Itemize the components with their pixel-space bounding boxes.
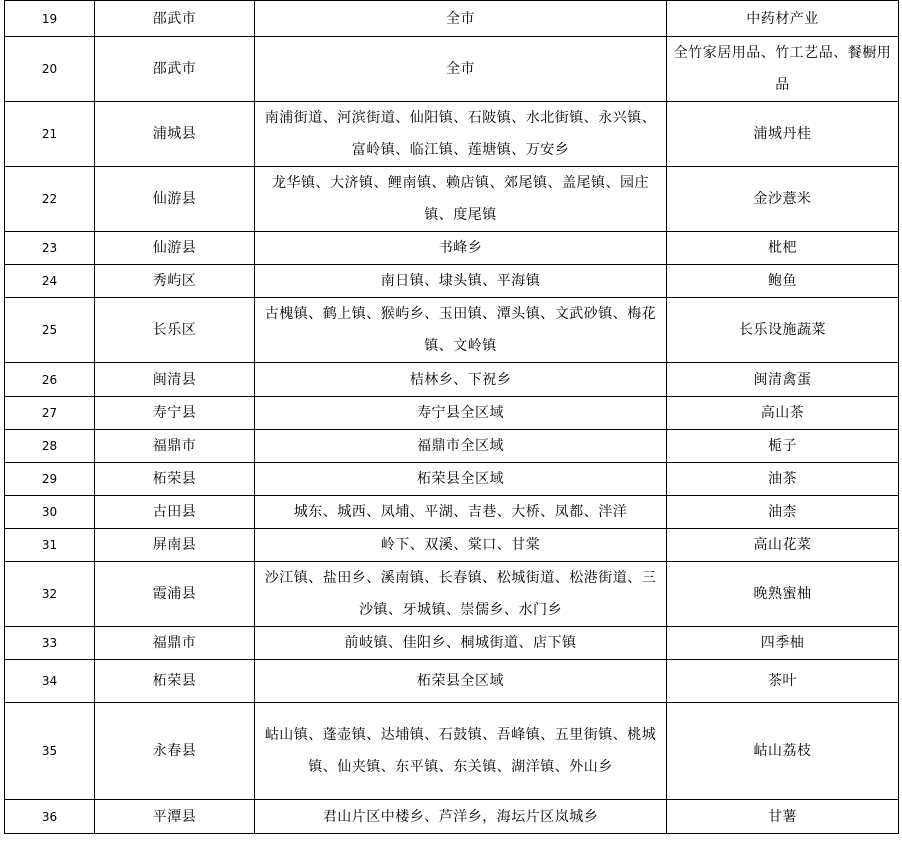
cell-county: 仙游县 bbox=[95, 232, 255, 265]
cell-no: 27 bbox=[5, 397, 95, 430]
cell-industry: 金沙薏米 bbox=[667, 167, 899, 232]
cell-industry: 中药材产业 bbox=[667, 1, 899, 37]
cell-county: 寿宁县 bbox=[95, 397, 255, 430]
cell-no: 36 bbox=[5, 800, 95, 834]
table-row bbox=[5, 1, 899, 37]
table-row bbox=[5, 102, 899, 167]
cell-county: 柘荣县 bbox=[95, 660, 255, 703]
cell-county: 福鼎市 bbox=[95, 430, 255, 463]
cell-industry: 全竹家居用品、竹工艺品、餐橱用品 bbox=[667, 37, 899, 102]
cell-area: 城东、城西、凤埔、平湖、吉巷、大桥、凤都、泮洋 bbox=[255, 496, 667, 529]
table-row bbox=[5, 298, 899, 363]
cell-area: 全市 bbox=[255, 37, 667, 102]
cell-no: 28 bbox=[5, 430, 95, 463]
cell-industry: 四季柚 bbox=[667, 627, 899, 660]
table-row bbox=[5, 496, 899, 529]
cell-industry: 油柰 bbox=[667, 496, 899, 529]
cell-no: 23 bbox=[5, 232, 95, 265]
table-row bbox=[5, 463, 899, 496]
cell-area: 南日镇、埭头镇、平海镇 bbox=[255, 265, 667, 298]
cell-no: 20 bbox=[5, 37, 95, 102]
cell-industry: 油茶 bbox=[667, 463, 899, 496]
cell-no: 33 bbox=[5, 627, 95, 660]
table-body bbox=[5, 1, 899, 834]
table-row bbox=[5, 37, 899, 102]
cell-county: 仙游县 bbox=[95, 167, 255, 232]
cell-area: 福鼎市全区域 bbox=[255, 430, 667, 463]
cell-no: 26 bbox=[5, 363, 95, 397]
cell-area: 书峰乡 bbox=[255, 232, 667, 265]
table-row bbox=[5, 660, 899, 703]
cell-county: 古田县 bbox=[95, 496, 255, 529]
cell-county: 浦城县 bbox=[95, 102, 255, 167]
cell-no: 31 bbox=[5, 529, 95, 562]
cell-industry: 高山茶 bbox=[667, 397, 899, 430]
table-row bbox=[5, 265, 899, 298]
cell-no: 32 bbox=[5, 562, 95, 627]
cell-county: 福鼎市 bbox=[95, 627, 255, 660]
cell-area: 君山片区中楼乡、芦洋乡，海坛片区岚城乡 bbox=[255, 800, 667, 834]
cell-industry: 岵山荔枝 bbox=[667, 703, 899, 800]
cell-area: 岵山镇、蓬壶镇、达埔镇、石鼓镇、吾峰镇、五里街镇、桃城镇、仙夹镇、东平镇、东关镇、湖洋镇、外山乡 bbox=[255, 703, 667, 800]
cell-industry: 浦城丹桂 bbox=[667, 102, 899, 167]
cell-area: 桔林乡、下祝乡 bbox=[255, 363, 667, 397]
table-row bbox=[5, 800, 899, 834]
cell-area: 沙江镇、盐田乡、溪南镇、长春镇、松城街道、松港街道、三沙镇、牙城镇、崇儒乡、水门乡 bbox=[255, 562, 667, 627]
cell-county: 邵武市 bbox=[95, 37, 255, 102]
cell-county: 邵武市 bbox=[95, 1, 255, 37]
table-row bbox=[5, 627, 899, 660]
cell-area: 南浦街道、河滨街道、仙阳镇、石陂镇、水北街镇、永兴镇、富岭镇、临江镇、莲塘镇、万安乡 bbox=[255, 102, 667, 167]
cell-county: 柘荣县 bbox=[95, 463, 255, 496]
cell-no: 22 bbox=[5, 167, 95, 232]
cell-no: 19 bbox=[5, 1, 95, 37]
cell-county: 长乐区 bbox=[95, 298, 255, 363]
table-row bbox=[5, 562, 899, 627]
cell-industry: 鲍鱼 bbox=[667, 265, 899, 298]
cell-county: 永春县 bbox=[95, 703, 255, 800]
cell-area: 全市 bbox=[255, 1, 667, 37]
cell-industry: 晚熟蜜柚 bbox=[667, 562, 899, 627]
cell-no: 25 bbox=[5, 298, 95, 363]
table-row bbox=[5, 363, 899, 397]
cell-industry: 栀子 bbox=[667, 430, 899, 463]
table-row bbox=[5, 430, 899, 463]
table-row bbox=[5, 397, 899, 430]
cell-industry: 茶叶 bbox=[667, 660, 899, 703]
cell-no: 21 bbox=[5, 102, 95, 167]
cell-area: 柘荣县全区域 bbox=[255, 660, 667, 703]
cell-no: 34 bbox=[5, 660, 95, 703]
cell-no: 35 bbox=[5, 703, 95, 800]
table-row bbox=[5, 167, 899, 232]
cell-county: 平潭县 bbox=[95, 800, 255, 834]
cell-industry: 长乐设施蔬菜 bbox=[667, 298, 899, 363]
cell-no: 29 bbox=[5, 463, 95, 496]
cell-no: 24 bbox=[5, 265, 95, 298]
cell-county: 霞浦县 bbox=[95, 562, 255, 627]
cell-county: 屏南县 bbox=[95, 529, 255, 562]
table-row bbox=[5, 529, 899, 562]
cell-area: 前岐镇、佳阳乡、桐城街道、店下镇 bbox=[255, 627, 667, 660]
table-row bbox=[5, 703, 899, 800]
cell-county: 闽清县 bbox=[95, 363, 255, 397]
cell-area: 古槐镇、鹤上镇、猴屿乡、玉田镇、潭头镇、文武砂镇、梅花镇、文岭镇 bbox=[255, 298, 667, 363]
cell-no: 30 bbox=[5, 496, 95, 529]
cell-industry: 高山花菜 bbox=[667, 529, 899, 562]
data-table bbox=[4, 0, 899, 834]
cell-area: 岭下、双溪、棠口、甘棠 bbox=[255, 529, 667, 562]
cell-area: 柘荣县全区域 bbox=[255, 463, 667, 496]
table-row bbox=[5, 232, 899, 265]
cell-county: 秀屿区 bbox=[95, 265, 255, 298]
cell-industry: 甘薯 bbox=[667, 800, 899, 834]
cell-area: 龙华镇、大济镇、鲤南镇、赖店镇、郊尾镇、盖尾镇、园庄镇、度尾镇 bbox=[255, 167, 667, 232]
cell-industry: 闽清禽蛋 bbox=[667, 363, 899, 397]
cell-industry: 枇杷 bbox=[667, 232, 899, 265]
cell-area: 寿宁县全区域 bbox=[255, 397, 667, 430]
